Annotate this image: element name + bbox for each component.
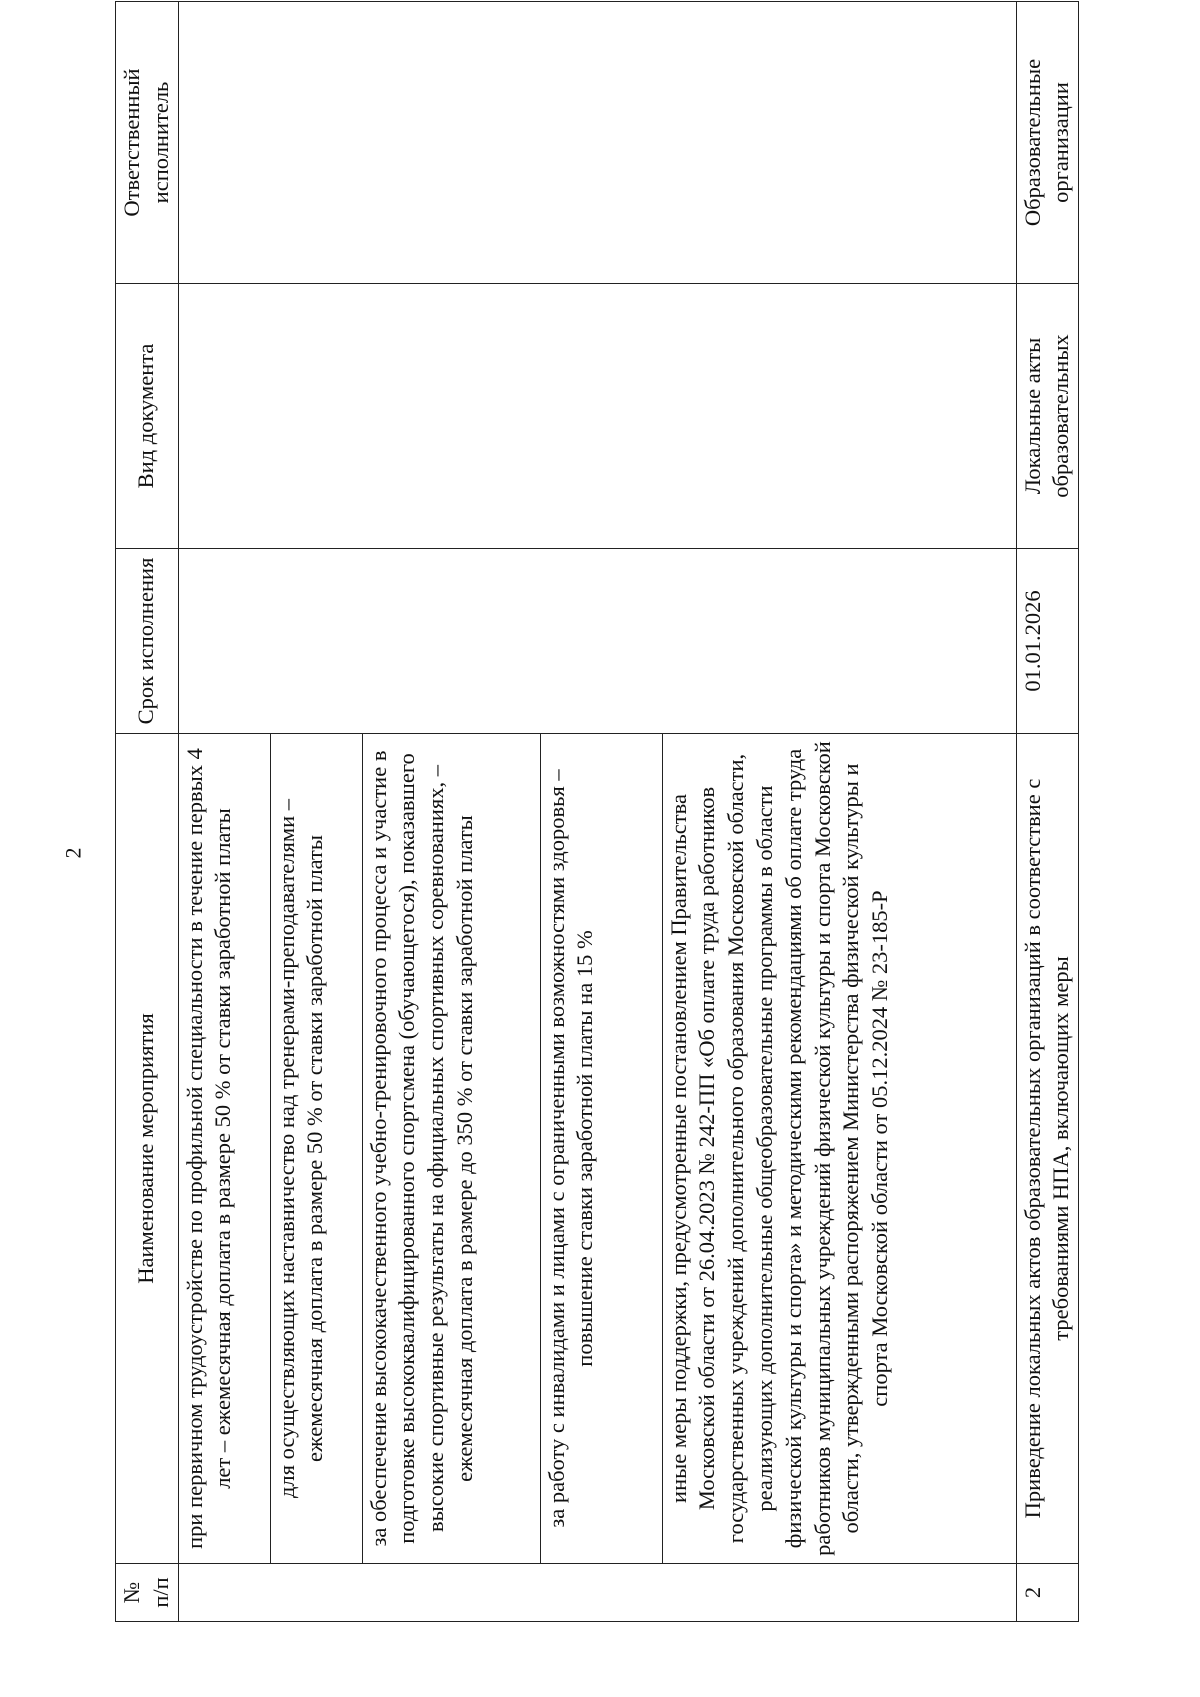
- header-deadline: Срок исполнения: [116, 549, 179, 734]
- row-num: [178, 1564, 1016, 1622]
- row-deadline: [178, 549, 1016, 734]
- header-doc-type: Вид документа: [116, 284, 179, 549]
- row-name: для осуществляющих наставничество над тренерами-преподавателями – ежемесячная доплата в размере 50 % от ставки заработной платы: [270, 734, 362, 1564]
- rotated-table-container: [115, 2, 1074, 1622]
- page-number: 2: [60, 847, 86, 859]
- header-name: Наименование мероприятия: [116, 734, 179, 1564]
- row-name: Приведение локальных актов образовательных организаций в соответствие с требованиями НПА, включающих меры: [1016, 734, 1079, 1564]
- row-doc-type: Локальные акты образовательных: [1016, 284, 1079, 549]
- table-header-row: [116, 2, 179, 1622]
- measures-table: [115, 1, 1079, 1622]
- row-name: за обеспечение высококачественного учебно-тренировочного процесса и участие в подготовке высококвалифицированного спортсмена (обучающегося), показавшего высокие спортивные результаты на официальных спортивных соревнованиях, – ежемесячная доплата в размере до 350 % от ставки заработной платы: [362, 734, 540, 1564]
- row-name: иные меры поддержки, предусмотренные постановлением Правительства Московской области от 26.04.2023 № 242-ПП «Об оплате труда работников государственных учреждений дополнительного образования Московской области, реализующих дополнительные общеобразовательные программы в области физической культуры и спорта» и методическими рекомендациями об оплате труда работников муниципальных учреждений физической культуры и спорта Московской области, утвержденными распоряжением Министерства физической культуры и спорта Московской области от 05.12.2024 № 23-185-Р: [662, 734, 1016, 1564]
- row-num: 2: [1016, 1564, 1079, 1622]
- table-row: [178, 2, 270, 1622]
- row-doc-type: [178, 284, 1016, 549]
- header-num: № п/п: [116, 1564, 179, 1622]
- row-deadline: 01.01.2026: [1016, 549, 1079, 734]
- row-responsible: [178, 2, 1016, 284]
- row-responsible: Образовательные организации: [1016, 2, 1079, 284]
- row-name: при первичном трудоустройстве по профильной специальности в течение первых 4 лет – ежемесячная доплата в размере 50 % от ставки заработной платы: [178, 734, 270, 1564]
- table-row: [1016, 2, 1079, 1622]
- row-name: за работу с инвалидами и лицами с ограниченными возможностями здоровья – повышение ставки заработной платы на 15 %: [540, 734, 662, 1564]
- header-responsible: Ответственный исполнитель: [116, 2, 179, 284]
